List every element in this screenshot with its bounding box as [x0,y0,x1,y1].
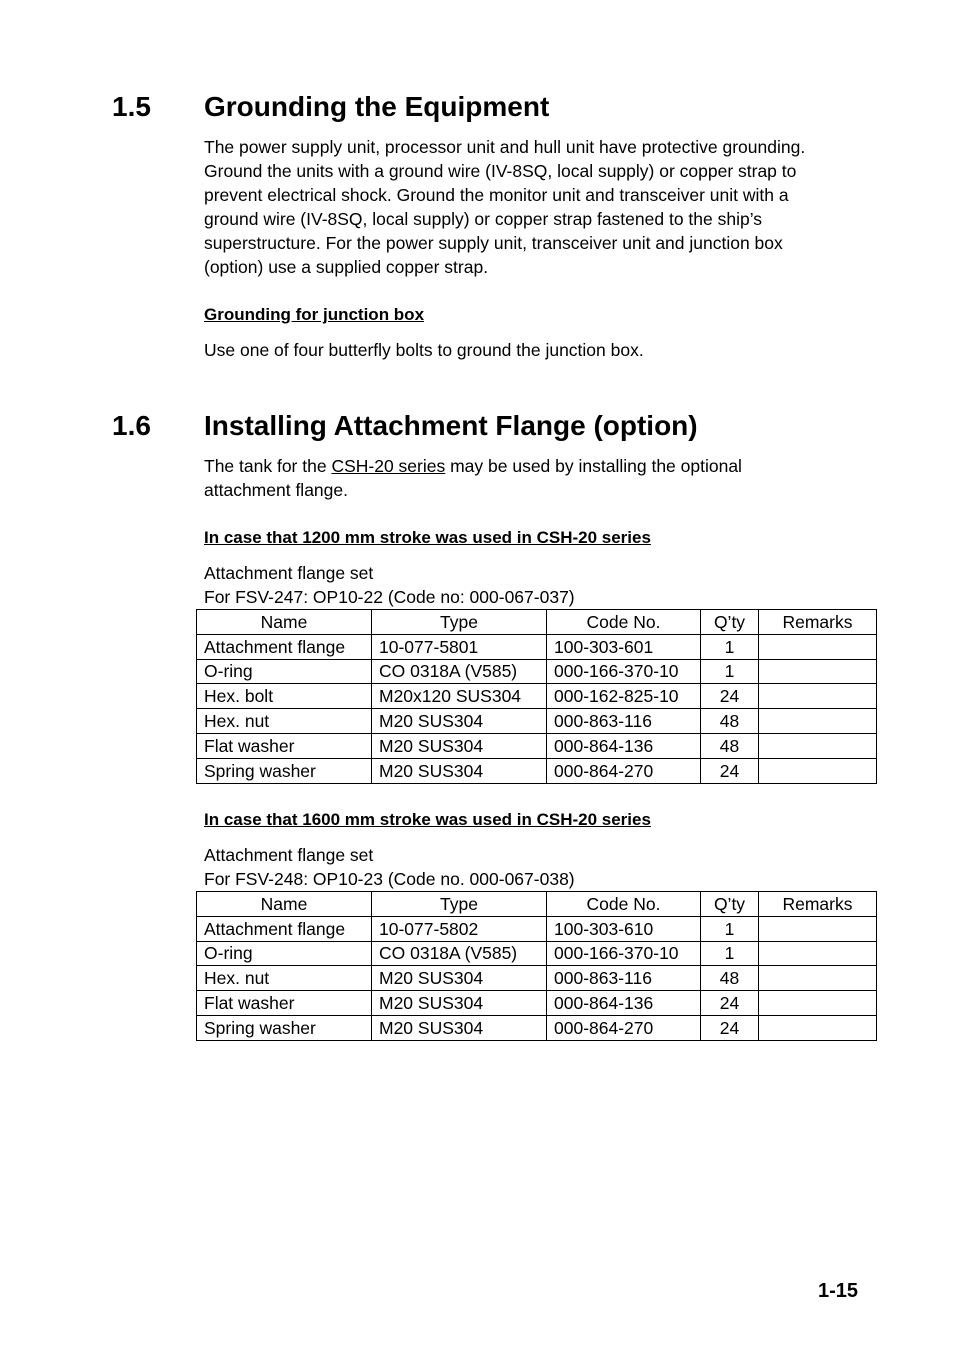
set-for: For FSV-248: OP10-23 (Code no. 000-067-038) [204,869,575,889]
header-type: Type [372,892,547,917]
cell-code: 000-863-116 [547,709,701,734]
table-row [197,966,877,991]
cell-type: 10-077-5801 [372,634,547,659]
stroke-1200-subheading: In case that 1200 mm stroke was used in CSH-20 series [204,528,651,547]
cell-type: M20 SUS304 [372,733,547,758]
paragraph-line: Ground the units with a ground wire (IV-8SQ, local supply) or copper strap to [204,161,797,181]
cell-remarks [759,684,877,709]
cell-name: Hex. nut [197,709,372,734]
table-header-row [197,892,877,917]
section-title: Grounding the Equipment [204,91,550,122]
cell-type: 10-077-5802 [372,916,547,941]
parts-table-1200 [196,609,877,784]
cell-qty: 24 [701,684,759,709]
cell-code: 000-864-136 [547,733,701,758]
cell-type: M20 SUS304 [372,709,547,734]
cell-remarks [759,916,877,941]
cell-name: Spring washer [197,758,372,783]
table-row [197,684,877,709]
cell-code: 000-863-116 [547,966,701,991]
cell-type: M20 SUS304 [372,1015,547,1040]
cell-code: 100-303-610 [547,916,701,941]
section-heading-1-5 [112,91,549,123]
cell-name: Spring washer [197,1015,372,1040]
paragraph-line: attachment flange. [204,480,348,500]
junction-box-text: Use one of four butterfly bolts to ground the junction box. [204,340,644,360]
cell-code: 000-162-825-10 [547,684,701,709]
cell-name: Attachment flange [197,634,372,659]
cell-qty: 1 [701,634,759,659]
cell-remarks [759,659,877,684]
section-number: 1.6 [112,410,151,441]
paragraph-line: superstructure. For the power supply unit, transceiver unit and junction box [204,233,783,253]
paragraph-line: The power supply unit, processor unit and hull unit have protective grounding. [204,137,806,157]
table-header-row [197,610,877,635]
table-row [197,991,877,1016]
header-remarks: Remarks [759,892,877,917]
cell-name: Hex. nut [197,966,372,991]
set-title: Attachment flange set [204,845,374,865]
cell-qty: 24 [701,991,759,1016]
paragraph-line: (option) use a supplied copper strap. [204,257,489,277]
cell-code: 000-864-270 [547,1015,701,1040]
cell-name: Attachment flange [197,916,372,941]
cell-remarks [759,941,877,966]
grounding-paragraph [204,135,854,279]
cell-name: O-ring [197,941,372,966]
cell-code: 000-864-136 [547,991,701,1016]
cell-remarks [759,758,877,783]
cell-type: M20 SUS304 [372,991,547,1016]
cell-type: M20x120 SUS304 [372,684,547,709]
header-qty: Q’ty [701,610,759,635]
header-name: Name [197,610,372,635]
cell-type: M20 SUS304 [372,758,547,783]
page-number: 1-15 [818,1280,859,1302]
section-title: Installing Attachment Flange (option) [204,410,698,441]
section-number: 1.5 [112,91,151,122]
table-row [197,1015,877,1040]
paragraph-line: ground wire (IV-8SQ, local supply) or copper strap fastened to the ship’s [204,209,763,229]
cell-type: CO 0318A (V585) [372,659,547,684]
set-for: For FSV-247: OP10-22 (Code no: 000-067-037) [204,587,575,607]
cell-remarks [759,991,877,1016]
set-title: Attachment flange set [204,563,374,583]
intro-text: The tank for the [204,456,332,476]
cell-remarks [759,1015,877,1040]
table-row [197,709,877,734]
cell-name: Flat washer [197,733,372,758]
cell-remarks [759,966,877,991]
cell-qty: 1 [701,659,759,684]
junction-box-subheading: Grounding for junction box [204,305,425,324]
cell-type: CO 0318A (V585) [372,941,547,966]
cell-code: 000-166-370-10 [547,659,701,684]
cell-remarks [759,709,877,734]
intro-text: may be used by installing the optional [445,456,742,476]
cell-qty: 48 [701,733,759,758]
cell-qty: 1 [701,916,759,941]
section-heading-1-6 [112,410,698,442]
parts-table-1600 [196,891,877,1041]
cell-qty: 48 [701,709,759,734]
table-row [197,941,877,966]
flange-intro-paragraph [204,454,854,502]
table-row [197,916,877,941]
cell-code: 000-166-370-10 [547,941,701,966]
cell-code: 100-303-601 [547,634,701,659]
cell-name: Flat washer [197,991,372,1016]
cell-name: O-ring [197,659,372,684]
table-row [197,733,877,758]
header-qty: Q’ty [701,892,759,917]
header-type: Type [372,610,547,635]
cell-qty: 24 [701,1015,759,1040]
header-code: Code No. [547,610,701,635]
cell-name: Hex. bolt [197,684,372,709]
table-row [197,634,877,659]
table-row [197,758,877,783]
cell-code: 000-864-270 [547,758,701,783]
stroke-1600-subheading: In case that 1600 mm stroke was used in CSH-20 series [204,810,651,829]
cell-qty: 1 [701,941,759,966]
header-name: Name [197,892,372,917]
cell-remarks [759,733,877,758]
cell-qty: 48 [701,966,759,991]
csh-20-series-link[interactable]: CSH-20 series [331,456,446,476]
table-row [197,659,877,684]
paragraph-line: prevent electrical shock. Ground the monitor unit and transceiver unit with a [204,185,789,205]
cell-type: M20 SUS304 [372,966,547,991]
paragraph-line [204,454,854,478]
cell-remarks [759,634,877,659]
cell-qty: 24 [701,758,759,783]
header-remarks: Remarks [759,610,877,635]
header-code: Code No. [547,892,701,917]
